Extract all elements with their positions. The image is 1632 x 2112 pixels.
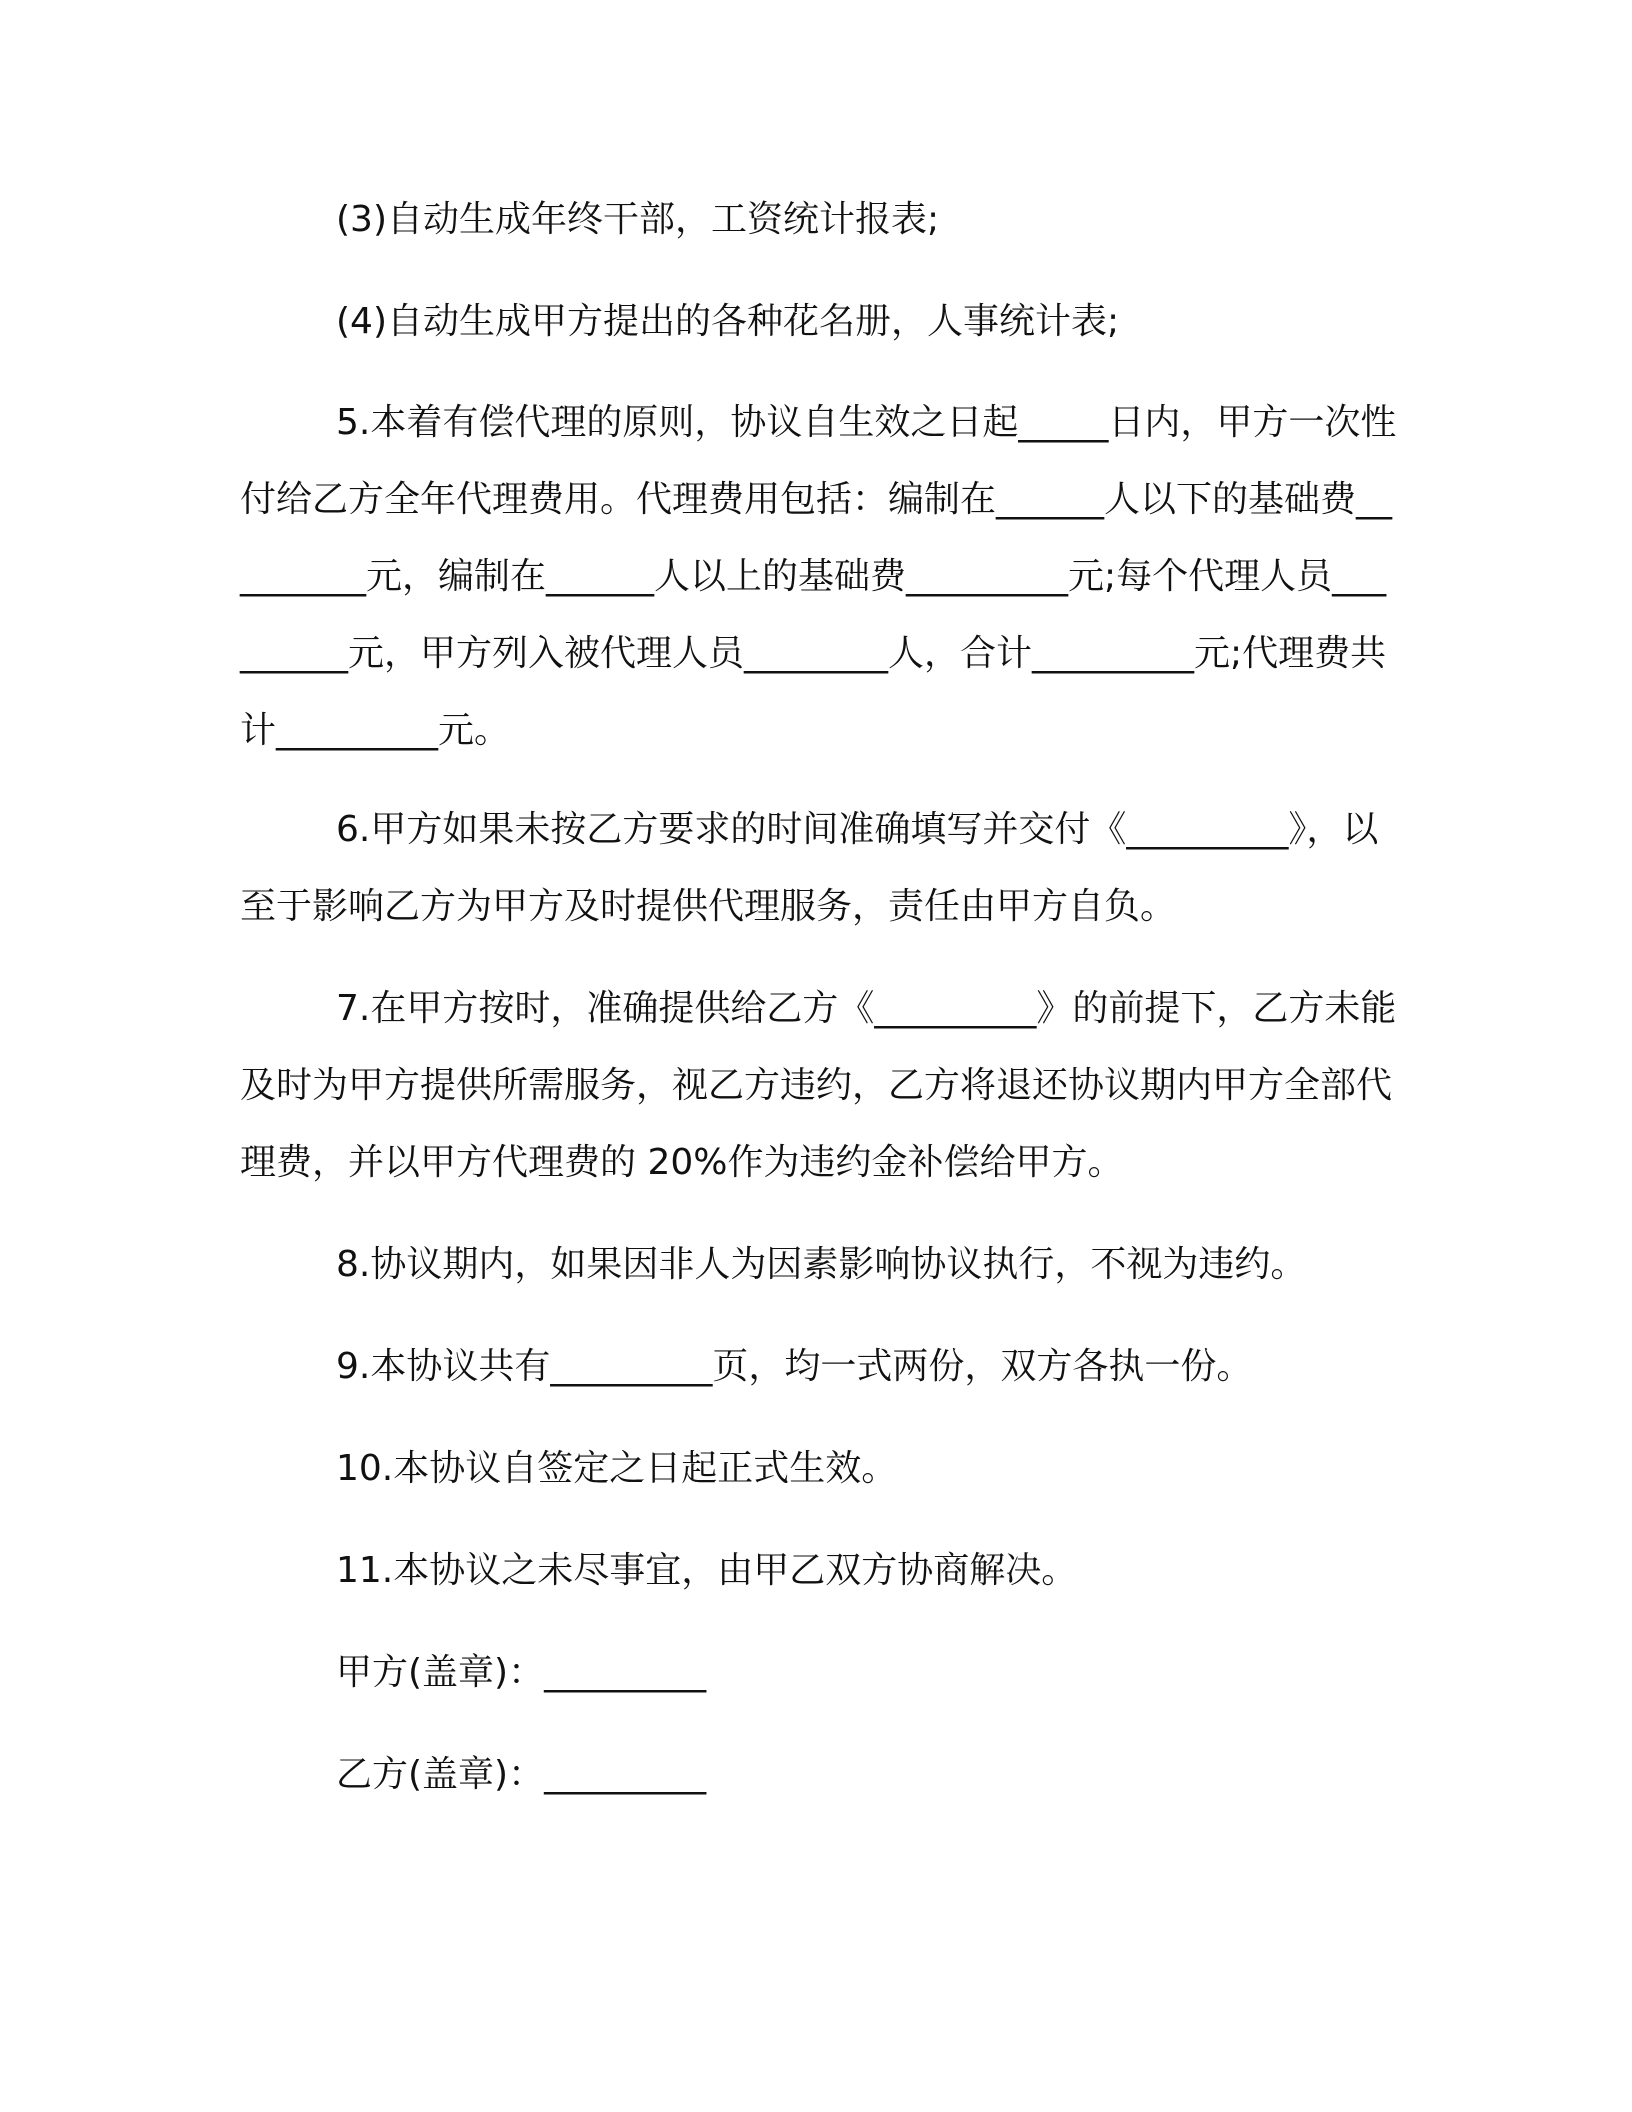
clause-6-party-a-responsibility: 6.甲方如果未按乙方要求的时间准确填写并交付《_________》，以至于影响乙方为甲方及时提供代理服务，责任由甲方自负。 <box>240 809 1379 927</box>
clause-10-effective-date: 10.本协议自签定之日起正式生效。 <box>336 1448 898 1489</box>
party-b-seal-line: 乙方(盖章)：_________ <box>336 1754 707 1795</box>
clause-8-force-majeure: 8.协议期内，如果因非人为因素影响协议执行，不视为违约。 <box>336 1244 1307 1285</box>
clause-7-breach-compensation: 7.在甲方按时，准确提供给乙方《_________》的前提下，乙方未能及时为甲方提供所需服务，视乙方违约，乙方将退还协议期内甲方全部代理费，并以甲方代理费的 20%作为违约金补偿给甲方。 <box>240 988 1397 1183</box>
clause-3-payroll-report: (3)自动生成年终干部，工资统计报表; <box>336 199 940 240</box>
clause-11-unresolved-matters: 11.本协议之未尽事宜，由甲乙双方协商解决。 <box>336 1550 1078 1591</box>
party-a-seal-line: 甲方(盖章)：_________ <box>336 1652 707 1693</box>
clause-9-page-count: 9.本协议共有_________页，均一式两份，双方各执一份。 <box>336 1346 1253 1387</box>
clause-4-roster-report: (4)自动生成甲方提出的各种花名册，人事统计表; <box>336 301 1120 342</box>
clause-5-agency-fee: 5.本着有偿代理的原则，协议自生效之日起_____日内，甲方一次性付给乙方全年代理费用。代理费用包括：编制在______人以下的基础费_________元，编制在______人以上的基础费_________元;每个代理人员_________元，甲方列入被代理人员________人，合计_________元;代理费共计_________元。 <box>240 402 1397 751</box>
